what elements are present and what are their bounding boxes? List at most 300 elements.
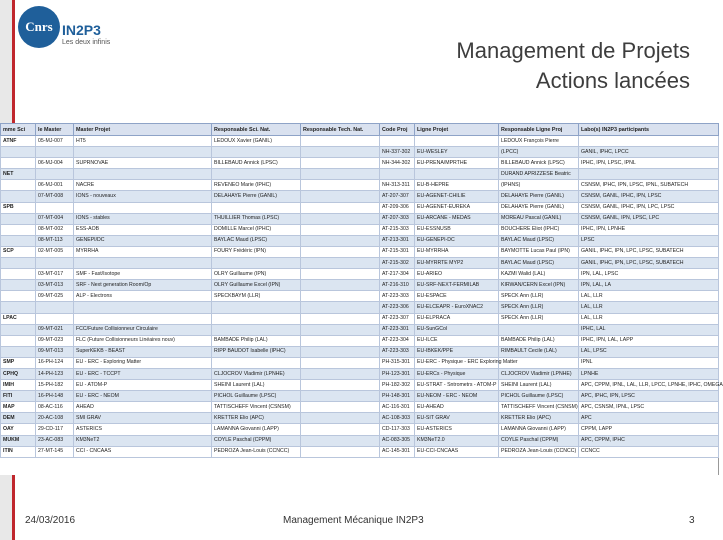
table-cell: PH-123-301 [380,368,415,379]
table-cell [301,191,380,202]
table-cell: CSNSM, GANIL, IPHC, IPN, LPSC [579,191,719,202]
table-cell: EU-B-HEPRE [415,180,499,191]
table-cell [301,435,380,446]
table-cell: PH-182-302 [380,380,415,391]
table-cell: KRETTER Elio (APC) [499,413,579,424]
col-header-labos[interactable]: Labo(s) IN2P3 participants [579,124,719,136]
table-cell [36,258,74,269]
table-cell [212,147,301,158]
table-row [1,424,719,435]
table-cell: KAZMI Walid (LAL) [499,269,579,280]
table-cell: AC-108-303 [380,413,415,424]
table-cell [301,136,380,147]
table-cell [74,147,212,158]
table-cell [301,413,380,424]
table-cell: RIMBAULT Cecile (LAL) [499,346,579,357]
table-cell: APC, CPPM, IPNL, LAL, LLR, LPCC, LPNHE, IPHC, OMEGA [579,380,719,391]
col-header-resp-sci[interactable]: Responsable Sci. Nat. [212,124,301,136]
row-lab-cell [1,302,36,313]
table-cell: SHEINI Laurent (LAL) [499,380,579,391]
table-cell: EU-NEOM - ERC - NEOM [415,391,499,402]
table-cell [301,335,380,346]
table-cell [301,324,380,335]
table-cell [74,313,212,324]
table-cell: EU-SIT GRAV [415,413,499,424]
table-cell [36,302,74,313]
table-row [1,335,719,346]
title-line-2: Actions lancées [535,68,690,93]
table-cell: LEDOUX Xavier (GANIL) [212,136,301,147]
table-cell: MYRRHA [74,246,212,257]
table-cell: AC-083-305 [380,435,415,446]
table-cell: SPECK Ann (LLR) [499,291,579,302]
table-row [1,302,719,313]
table-row [1,280,719,291]
row-lab-cell: FITI [1,391,36,402]
table-cell: FOURY Frédéric (IPN) [212,246,301,257]
table-cell: FCC/Future Collisionneur Circulaire [74,324,212,335]
table-cell: NH-344-302 [380,158,415,169]
table-cell: EU - ERC - Exploring Matter [74,357,212,368]
table-cell: EU-WESLEY [415,147,499,158]
table-cell: CD-117-303 [380,424,415,435]
table-cell: EU-STRAT - Sntrometrs - ATOM-P [415,380,499,391]
table-cell: PH-315-301 [380,357,415,368]
row-lab-cell [1,346,36,357]
table-cell: GANIL, IPHC, LPCC [579,147,719,158]
table-cell: AHEAD [74,402,212,413]
table-cell [499,324,579,335]
table-cell: OLRY Guillaume Excel (IPN) [212,280,301,291]
table-cell [301,357,380,368]
table-cell: 03-MT-013 [36,280,74,291]
table-cell: (IPHNS) [499,180,579,191]
table-row [1,169,719,180]
table-cell: CLJOCROV Vladimir (LPNHE) [499,368,579,379]
table-row [1,446,719,457]
table-cell: GANIL, IPHC, IPN, LPC, LPSC, SUBATECH [579,246,719,257]
table-cell: BILLEBAUD Annick (LPSC) [212,158,301,169]
table-cell: EU-ERC - Physique - ERC Exploring Matter [415,357,499,368]
table-cell [301,224,380,235]
table-cell: EU - ERC - TCCPT [74,368,212,379]
projects-table [0,123,723,458]
table-cell: BILLEBAUD Annick (LPSC) [499,158,579,169]
table-cell: PH-148-301 [380,391,415,402]
row-lab-cell [1,280,36,291]
row-lab-cell: ATNF [1,136,36,147]
table-cell: LAL, LLR [579,302,719,313]
table-cell: RIPP BAUDOT Isabelle (IPHC) [212,346,301,357]
table-cell [301,180,380,191]
table-cell: SPECK Ann (LLR) [499,302,579,313]
row-lab-cell: IMIH [1,380,36,391]
table-cell: CCI - CNCAAS [74,446,212,457]
table-cell: 09-MT-021 [36,324,74,335]
table-cell: 08-AC-116 [36,402,74,413]
table-cell [301,313,380,324]
table-cell: BAYMOTTE Lucas Paul (IPN) [499,246,579,257]
table-cell: 23-AC-083 [36,435,74,446]
table-cell: AT-215-303 [380,224,415,235]
table-cell: LAMANNA Giovanni (LAPP) [212,424,301,435]
table-cell: EU-ERCs - Physique [415,368,499,379]
table-cell: ASTERICS [74,424,212,435]
table-cell: 06-MJ-004 [36,158,74,169]
table-cell: AT-207-303 [380,213,415,224]
table-cell: EU-ASTERICS [415,424,499,435]
table-cell: EU-PRENA/MPRTHE [415,158,499,169]
table-cell: PICHOL Guillaume (LPSC) [499,391,579,402]
table-cell [415,136,499,147]
table-cell: REVENEO Marie (IPHC) [212,180,301,191]
table-row [1,235,719,246]
table-cell: BOUCHERE Eliot (IPHC) [499,224,579,235]
table-cell: SPECKBAYM (LLR) [212,291,301,302]
table-cell: EU-ARIEO [415,269,499,280]
table-cell [36,169,74,180]
table-cell: AT-223-307 [380,313,415,324]
table-cell: 03-MT-017 [36,269,74,280]
table-row [1,158,719,169]
logo-tagline: Les deux infinis [62,39,111,46]
table-cell: EU-MYRRHA [415,246,499,257]
row-lab-cell [1,324,36,335]
table-cell: BAMBADE Philip (LAL) [212,335,301,346]
table-cell: BAYLAC Maud (LPSC) [499,235,579,246]
table-cell: IPN, LAL, LPSC [579,269,719,280]
table-cell: 09-MT-013 [36,346,74,357]
table-cell: 07-MT-004 [36,213,74,224]
table-row [1,435,719,446]
table-cell: DELAHAYE Pierre (GANIL) [499,191,579,202]
table-cell: LPSC [579,235,719,246]
table-cell: 27-MT-145 [36,446,74,457]
table-cell [301,346,380,357]
table-cell: AT-215-302 [380,258,415,269]
table-cell: 16-PH-148 [36,391,74,402]
table-cell: CLJOCROV Vladimir (LPNHE) [212,368,301,379]
table-cell: IPN, LAL, LA [579,280,719,291]
table-cell: 08-MT-113 [36,235,74,246]
table-row [1,258,719,269]
table-cell [36,147,74,158]
table-cell [415,169,499,180]
table-cell: CSNSM, IPHC, IPN, LPSC, IPNL, SUBATECH [579,180,719,191]
col-header-ligne-projet[interactable]: Ligne Projet [415,124,499,136]
row-lab-cell [1,291,36,302]
table-cell [212,302,301,313]
table-cell: EU-ILCE [415,335,499,346]
table-cell: CCNCC [579,446,719,457]
table-header-row [1,124,719,136]
row-lab-cell [1,147,36,158]
table-row [1,246,719,257]
table-cell [212,313,301,324]
col-header-sci[interactable]: mme Sci [1,124,36,136]
table-row [1,346,719,357]
row-lab-cell [1,180,36,191]
table-cell: COYLE Paschal (CPPM) [499,435,579,446]
table-cell [579,136,719,147]
row-lab-cell [1,335,36,346]
table-cell: DURAND APRIZZESE Beatric [499,169,579,180]
table-cell: AT-223-303 [380,346,415,357]
table-cell [301,446,380,457]
row-lab-cell [1,224,36,235]
table-cell [579,169,719,180]
table-cell [301,158,380,169]
table-cell: AC-116-301 [380,402,415,413]
table-cell: SHEINI Laurent (LAL) [212,380,301,391]
table-cell: 15-PH-182 [36,380,74,391]
table-cell [301,424,380,435]
table-cell: EU-IBKEK/PPE [415,346,499,357]
table-row [1,324,719,335]
table-cell: DELAHAYE Pierre (GANIL) [499,202,579,213]
table-cell: SMI GRAV [74,413,212,424]
table-cell: AT-216-310 [380,280,415,291]
table-cell [301,202,380,213]
table-cell: BAYLAC Maud (LPSC) [212,235,301,246]
table-cell: 09-MT-025 [36,291,74,302]
table-cell: BAMBADE Philip (LAL) [499,335,579,346]
table-cell: DOMILLE Marcel (IPHC) [212,224,301,235]
table-row [1,391,719,402]
table-cell [301,213,380,224]
table-cell [301,258,380,269]
table-cell: 06-MJ-001 [36,180,74,191]
col-header-code-proj[interactable]: Code Proj [380,124,415,136]
table-cell: LEDOUX François Pierre [499,136,579,147]
table-cell: NH-313-311 [380,180,415,191]
row-lab-cell: SCP [1,246,36,257]
table-cell: AC-145-301 [380,446,415,457]
table-cell: 09-MT-023 [36,335,74,346]
table-cell: FLC (Future Collisionneurs Linéaires nouv) [74,335,212,346]
row-lab-cell [1,158,36,169]
table-cell: GENEPI/DC [74,235,212,246]
table-cell: LAMANNA Giovanni (LAPP) [499,424,579,435]
table-cell: SUPRNOVAE [74,158,212,169]
table-cell [36,313,74,324]
table-cell: KM3NeT2 [74,435,212,446]
table-cell: AT-223-306 [380,302,415,313]
table-cell: IPNL [579,357,719,368]
table-cell: IONS - nouveaux [74,191,212,202]
table-cell: DELAHAYE Pierre (GANIL) [212,191,301,202]
table-row [1,313,719,324]
table-cell: TATTISCHEFF Vincent (CSNSM) [212,402,301,413]
row-lab-cell [1,213,36,224]
table-cell [212,357,301,368]
table-cell: 14-PH-123 [36,368,74,379]
table-cell: CPPM, LAPP [579,424,719,435]
table-cell [301,391,380,402]
table-cell [212,202,301,213]
row-lab-cell [1,258,36,269]
table-cell: EU-SRF-NEXT-FERMILAB [415,280,499,291]
table-cell: EU-AGENET-EUREKA [415,202,499,213]
row-lab-cell: SPB [1,202,36,213]
table-row [1,380,719,391]
table-cell: 08-MT-002 [36,224,74,235]
table-cell [301,235,380,246]
footer-title: Management Mécanique IN2P3 [283,515,424,526]
table-row [1,147,719,158]
row-lab-cell: SMP [1,357,36,368]
table-cell: PICHOL Guillaume (LPSC) [212,391,301,402]
table-cell: CSNSM, GANIL, IPN, LPSC, LPC [579,213,719,224]
table-cell [301,402,380,413]
projects-table-panel [0,123,723,475]
table-cell [74,169,212,180]
table-cell: EU - ATOM-P [74,380,212,391]
row-lab-cell: CPHQ [1,368,36,379]
table-row [1,224,719,235]
table-cell: LAL, LPSC [579,346,719,357]
table-row [1,269,719,280]
table-cell [212,258,301,269]
table-cell: EU - ERC - NEOM [74,391,212,402]
table-row [1,202,719,213]
table-cell: LAL, LLR [579,313,719,324]
table-cell: SRF - Next generation Room/Op [74,280,212,291]
row-lab-cell [1,235,36,246]
table-cell: 07-MT-008 [36,191,74,202]
table-cell: MOREAU Pascal (GANIL) [499,213,579,224]
table-cell: EU-ELCEAPR - EuroXNAC2 [415,302,499,313]
table-row [1,413,719,424]
row-lab-cell: NET [1,169,36,180]
table-cell: EU-ESSNUSB [415,224,499,235]
cnrs-logo [18,6,60,48]
slide-title [456,36,690,96]
table-cell: EU-GENEPI-DC [415,235,499,246]
in2p3-logo: IN2P3 [62,22,101,38]
table-cell [74,202,212,213]
table-cell: COYLE Paschal (CPPM) [212,435,301,446]
table-cell: EU-AHEAD [415,402,499,413]
table-cell: AT-215-301 [380,246,415,257]
table-cell: LPNHE [579,368,719,379]
table-cell: 29-CD-117 [36,424,74,435]
table-cell: AT-223-301 [380,324,415,335]
table-cell: NACRE [74,180,212,191]
table-cell: APC, IPHC, IPN, LPSC [579,391,719,402]
row-lab-cell: LPAC [1,313,36,324]
table-cell: PEDROZA Jean-Louis (CCNCC) [212,446,301,457]
table-cell [301,302,380,313]
table-row [1,291,719,302]
table-cell: AT-223-303 [380,291,415,302]
table-cell: KRETTER Elio (APC) [212,413,301,424]
table-cell: EU-ESPACE [415,291,499,302]
table-cell: AT-223-304 [380,335,415,346]
table-cell: 05-MJ-007 [36,136,74,147]
table-cell: LAL, LLR [579,291,719,302]
table-row [1,191,719,202]
footer-date: 24/03/2016 [25,515,76,526]
table-cell: HT5 [74,136,212,147]
table-cell: CSNSM, GANIL, IPHC, IPN, LPC, LPSC [579,202,719,213]
table-cell: EU-SunGCol [415,324,499,335]
row-lab-cell [1,269,36,280]
table-cell: TATTISCHEFF Vincent (CSNSM) [499,402,579,413]
table-cell: APC, CPPM, IPHC [579,435,719,446]
col-header-resp-ligne[interactable]: Responsable Ligne Proj [499,124,579,136]
logo-text: Cnrs [25,19,53,34]
table-cell: AT-207-307 [380,191,415,202]
row-lab-cell: ITIN [1,446,36,457]
table-cell [301,269,380,280]
table-cell: EU-AGENET-CHILIE [415,191,499,202]
table-cell [212,324,301,335]
table-cell [74,258,212,269]
table-cell: (LPCC) [499,147,579,158]
table-body [1,136,723,458]
table-cell: IONS - stables [74,213,212,224]
row-lab-cell: MUKM [1,435,36,446]
table-cell: SPECK Ann (LLR) [499,313,579,324]
table-cell: 20-AC-108 [36,413,74,424]
table-cell [212,169,301,180]
col-header-master-projet[interactable]: Master Projet [74,124,212,136]
col-header-code-master[interactable]: le Master [36,124,74,136]
table-cell: KM3NeT2.0 [415,435,499,446]
table-row [1,136,719,147]
table-cell: 16-PH-124 [36,357,74,368]
table-cell: PEDROZA Jean-Louis (CCNCC) [499,446,579,457]
table-cell: SMF - Fast/Isotope [74,269,212,280]
table-cell: NH-337-302 [380,147,415,158]
table-cell [301,280,380,291]
table-cell [36,202,74,213]
table-cell: APC [579,413,719,424]
row-lab-cell: OAY [1,424,36,435]
table-cell: GANIL, IPHC, IPN, LPC, LPSC, SUBATECH [579,258,719,269]
table-cell: AT-217-304 [380,269,415,280]
col-header-resp-tech[interactable]: Responsable Tech. Nat. [301,124,380,136]
table-cell: AT-209-306 [380,202,415,213]
table-cell: IPHC, IPN, LPNHE [579,224,719,235]
table-cell [380,136,415,147]
table-cell: ALP - Electrons [74,291,212,302]
table-row [1,368,719,379]
table-row [1,357,719,368]
row-lab-cell: MAP [1,402,36,413]
table-cell [301,147,380,158]
table-cell [301,169,380,180]
row-lab-cell: DEM [1,413,36,424]
table-cell: EU-ELPRACA [415,313,499,324]
table-cell [74,302,212,313]
table-cell: 02-MT-005 [36,246,74,257]
table-row [1,402,719,413]
table-cell: EU-CCI-CNCAAS [415,446,499,457]
table-cell [301,246,380,257]
table-row [1,180,719,191]
table-cell: IPHC, IPN, LPSC, IPNL [579,158,719,169]
table-cell: KIRWAN/CERN Excel (IPN) [499,280,579,291]
table-cell: THUILLIER Thomas (LPSC) [212,213,301,224]
table-cell [301,368,380,379]
table-cell: EU-ARCANE - MEDAS [415,213,499,224]
table-cell [380,169,415,180]
table-cell [301,380,380,391]
table-row [1,213,719,224]
page-number: 3 [689,515,695,526]
